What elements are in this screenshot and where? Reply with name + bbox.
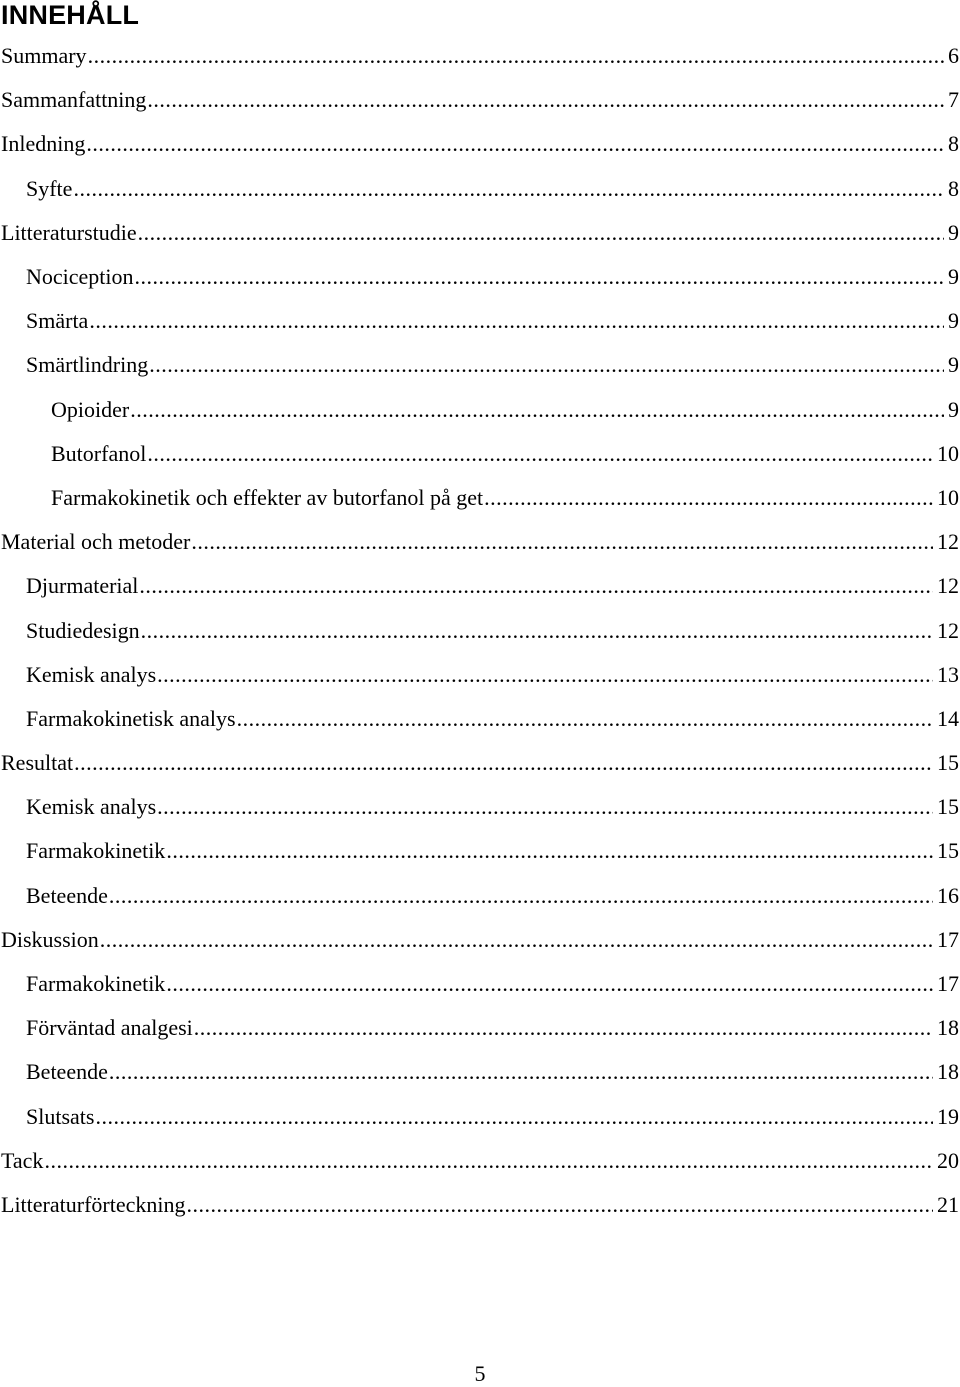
toc-entry-page: 9 — [948, 264, 959, 290]
dot-leader — [147, 441, 933, 467]
toc-entry[interactable] — [0, 388, 960, 432]
toc-entry-title: Farmakokinetik — [26, 971, 166, 997]
dot-leader — [166, 971, 933, 997]
dot-leader — [237, 706, 933, 732]
toc-entry-title: Tack — [1, 1147, 44, 1173]
toc-entry-title: Studiedesign — [26, 617, 140, 643]
dot-leader — [135, 264, 944, 290]
toc-entry[interactable] — [0, 697, 960, 741]
toc-entry[interactable] — [0, 785, 960, 829]
toc-entry-title: Diskussion — [1, 926, 99, 952]
dot-leader — [88, 43, 944, 69]
toc-entry-page: 13 — [937, 661, 959, 687]
dot-leader — [109, 1059, 933, 1085]
toc-entry-page: 15 — [937, 750, 959, 776]
page-title: INNEHÅLL — [1, 0, 140, 30]
toc-entry[interactable] — [0, 1006, 960, 1050]
toc-entry-title: Syfte — [26, 175, 73, 201]
toc-entry-page: 18 — [937, 1015, 959, 1041]
toc-entry-title: Litteraturstudie — [1, 219, 137, 245]
toc-entry-title: Farmakokinetisk analys — [26, 705, 236, 731]
toc-entry-page: 12 — [937, 617, 959, 643]
toc-entry[interactable] — [0, 741, 960, 785]
dot-leader — [194, 1015, 933, 1041]
toc-entry[interactable] — [0, 962, 960, 1006]
dot-leader — [130, 397, 944, 423]
toc-entry[interactable] — [0, 1139, 960, 1183]
toc-entry-title: Smärta — [26, 308, 89, 334]
dot-leader — [89, 308, 944, 334]
toc-entry[interactable] — [0, 1095, 960, 1139]
dot-leader — [44, 1148, 933, 1174]
dot-leader — [86, 131, 944, 157]
toc-entry[interactable] — [0, 653, 960, 697]
toc-entry-title: Summary — [1, 43, 87, 69]
toc-entry[interactable] — [0, 1050, 960, 1094]
dot-leader — [149, 352, 944, 378]
toc-entry[interactable] — [0, 167, 960, 211]
dot-leader — [141, 618, 933, 644]
toc-entry-title: Opioider — [51, 396, 130, 422]
dot-leader — [109, 883, 933, 909]
dot-leader — [138, 220, 944, 246]
toc-entry-page: 17 — [937, 926, 959, 952]
toc-entry-page: 7 — [948, 87, 959, 113]
toc-entry[interactable] — [0, 874, 960, 918]
toc-entry[interactable] — [0, 122, 960, 166]
dot-leader — [147, 87, 944, 113]
toc-entry[interactable] — [0, 1183, 960, 1227]
toc-entry[interactable] — [0, 432, 960, 476]
toc-entry-title: Djurmaterial — [26, 573, 139, 599]
toc-entry-page: 12 — [937, 529, 959, 555]
toc-entry-page: 10 — [937, 440, 959, 466]
toc-entry-title: Inledning — [1, 131, 86, 157]
toc-entry-page: 14 — [937, 705, 959, 731]
toc-entry-page: 17 — [937, 971, 959, 997]
dot-leader — [139, 573, 933, 599]
dot-leader — [95, 1104, 933, 1130]
toc-entry-page: 21 — [937, 1191, 959, 1217]
toc-entry-title: Litteraturförteckning — [1, 1191, 186, 1217]
toc-entry[interactable] — [0, 608, 960, 652]
toc-entry-page: 16 — [937, 882, 959, 908]
toc-entry[interactable] — [0, 343, 960, 387]
toc-entry-page: 18 — [937, 1059, 959, 1085]
toc-entry-page: 10 — [937, 484, 959, 510]
toc-entry[interactable] — [0, 34, 960, 78]
toc-entry[interactable] — [0, 299, 960, 343]
dot-leader — [100, 927, 933, 953]
toc-entry[interactable] — [0, 476, 960, 520]
dot-leader — [191, 529, 933, 555]
dot-leader — [186, 1192, 933, 1218]
toc-entry-page: 20 — [937, 1147, 959, 1173]
toc-entry[interactable] — [0, 211, 960, 255]
toc-entry[interactable] — [0, 78, 960, 122]
toc-entry-title: Förväntad analgesi — [26, 1015, 193, 1041]
toc-entry-title: Kemisk analys — [26, 794, 157, 820]
toc-entry-page: 8 — [948, 175, 959, 201]
toc-entry[interactable] — [0, 829, 960, 873]
toc-entry[interactable] — [0, 918, 960, 962]
toc-entry-title: Kemisk analys — [26, 661, 157, 687]
toc-entry-page: 15 — [937, 838, 959, 864]
toc-entry-page: 6 — [948, 43, 959, 69]
toc-entry-page: 9 — [948, 219, 959, 245]
toc-entry-title: Material och metoder — [1, 529, 191, 555]
toc-entry-title: Smärtlindring — [26, 352, 149, 378]
toc-entry-title: Sammanfattning — [1, 87, 147, 113]
toc-entry-title: Beteende — [26, 1059, 108, 1085]
dot-leader — [157, 794, 933, 820]
toc-entry-page: 12 — [937, 573, 959, 599]
toc-entry-title: Butorfanol — [51, 440, 147, 466]
page-number: 5 — [474, 1361, 486, 1386]
toc-entry-page: 9 — [948, 352, 959, 378]
toc-entry-title: Slutsats — [26, 1103, 95, 1129]
dot-leader — [73, 176, 944, 202]
dot-leader — [484, 485, 933, 511]
toc-entry-title: Farmakokinetik — [26, 838, 166, 864]
toc-entry-title: Nociception — [26, 264, 134, 290]
dot-leader — [166, 838, 933, 864]
toc-entry-page: 9 — [948, 308, 959, 334]
table-of-contents — [0, 34, 960, 1227]
toc-entry-page: 15 — [937, 794, 959, 820]
dot-leader — [74, 750, 933, 776]
toc-entry-title: Farmakokinetik och effekter av butorfanol på get — [51, 484, 484, 510]
toc-entry[interactable] — [0, 520, 960, 564]
toc-entry-page: 9 — [948, 396, 959, 422]
toc-entry[interactable] — [0, 255, 960, 299]
dot-leader — [157, 662, 933, 688]
toc-entry[interactable] — [0, 564, 960, 608]
toc-entry-title: Beteende — [26, 882, 108, 908]
toc-entry-page: 8 — [948, 131, 959, 157]
toc-entry-page: 19 — [937, 1103, 959, 1129]
toc-entry-title: Resultat — [1, 750, 74, 776]
